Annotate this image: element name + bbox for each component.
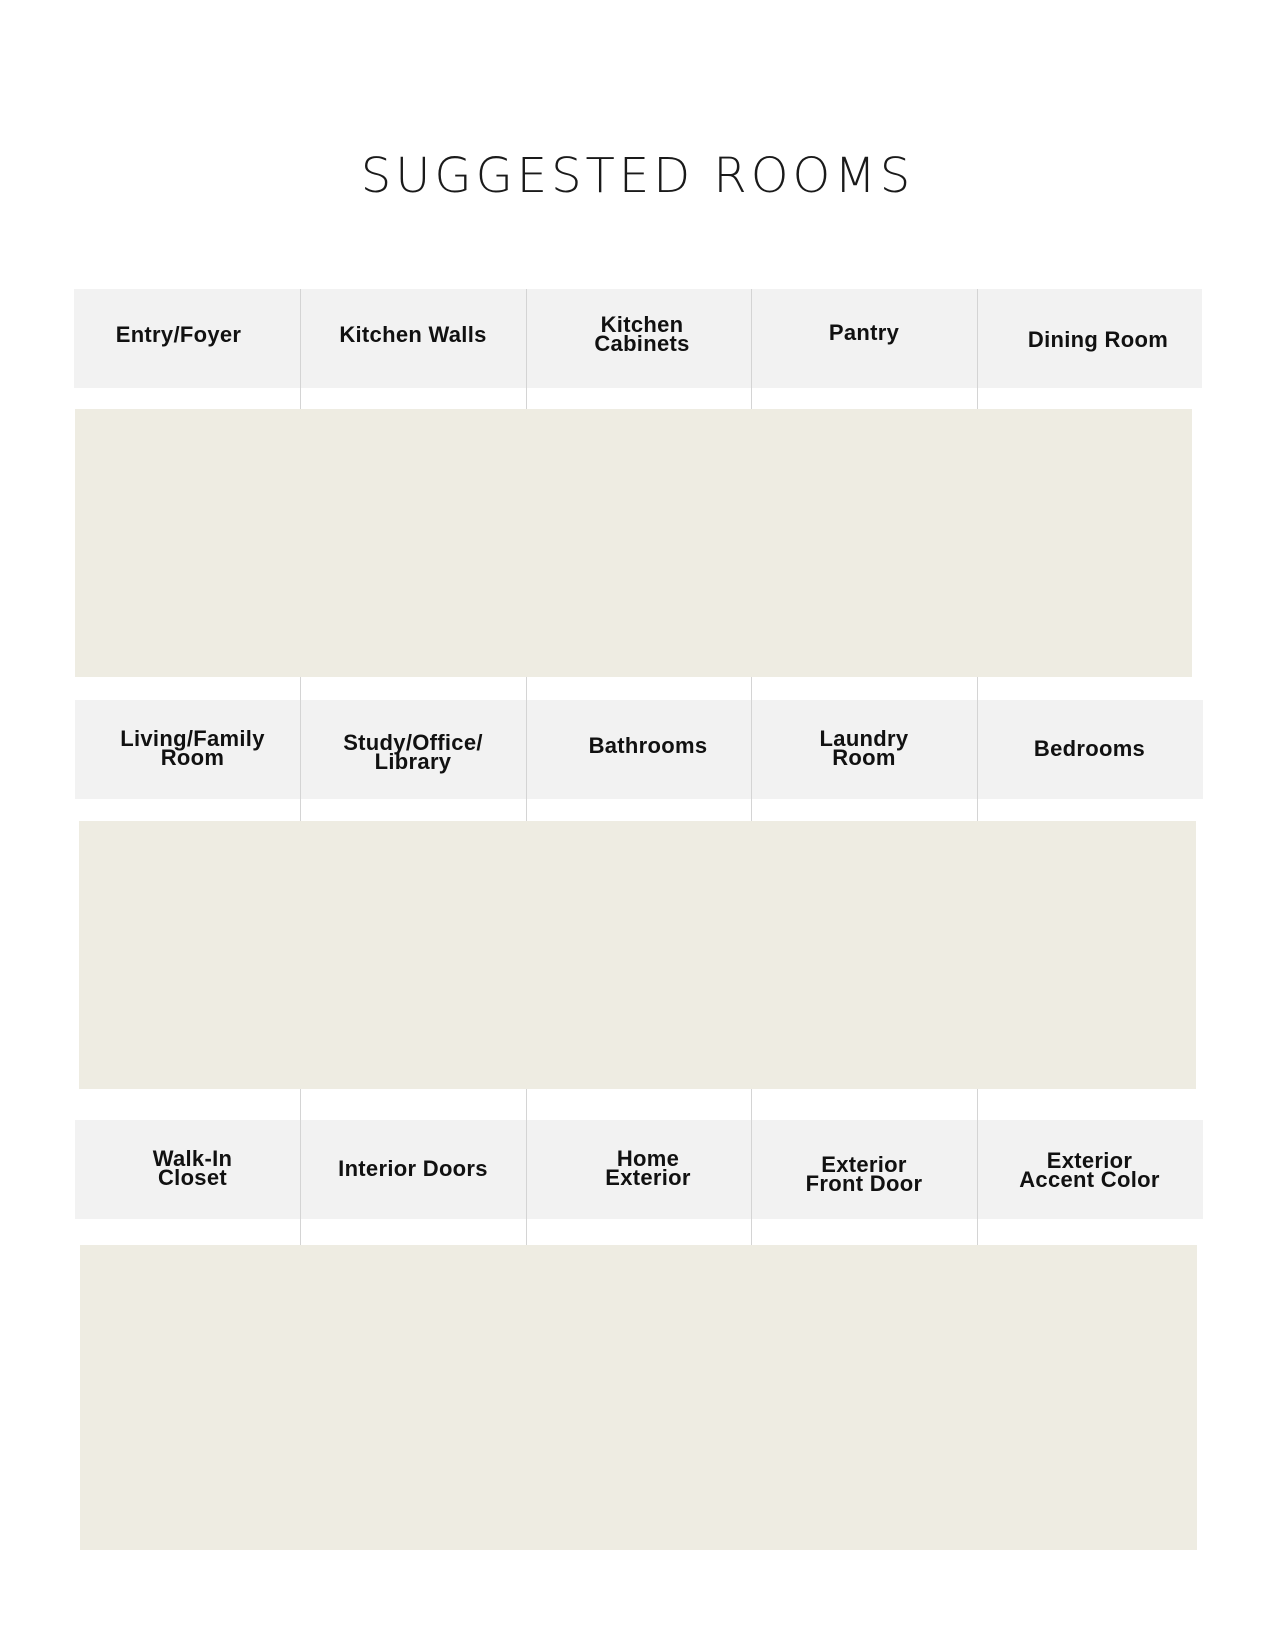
room-header-laundry-room: [751, 700, 977, 796]
room-header-bathrooms: [526, 700, 770, 790]
room-label: Interior Doors: [338, 1155, 488, 1181]
page-title: SUGGESTED ROOMS: [360, 148, 915, 204]
room-label: Study/Office/ Library: [343, 730, 483, 774]
room-header-pantry: [751, 289, 977, 375]
room-header-exterior-front-door: [751, 1120, 977, 1228]
room-label: Living/Family Room: [120, 726, 265, 770]
room-label: Bedrooms: [1033, 735, 1146, 761]
room-label: Dining Room: [1027, 326, 1169, 352]
room-label: Exterior Accent Color: [1019, 1148, 1160, 1192]
room-label: Entry/Foyer: [115, 321, 242, 347]
room-header-study-office-library: [300, 700, 526, 804]
room-header-exterior-accent-color: [977, 1120, 1202, 1220]
room-label: Pantry: [828, 319, 900, 345]
room-header-entry-foyer: [74, 289, 283, 379]
room-header-living-family-room: [75, 700, 310, 796]
room-label: Kitchen Walls: [339, 321, 487, 347]
room-header-kitchen-walls: [300, 289, 526, 379]
room-header-home-exterior: [526, 1120, 770, 1216]
room-label: Home Exterior: [605, 1146, 691, 1190]
room-header-kitchen-cabinets: [526, 289, 758, 379]
color-swatch-panel-row-3: [80, 1245, 1197, 1550]
room-header-interior-doors: [300, 1120, 526, 1216]
room-header-bedrooms: [977, 700, 1202, 796]
room-label: Laundry Room: [819, 726, 909, 770]
color-swatch-panel-row-2: [79, 821, 1196, 1089]
room-header-walk-in-closet: [75, 1120, 310, 1216]
color-swatch-panel-row-1: [75, 409, 1192, 677]
room-label: Walk-In Closet: [152, 1146, 233, 1190]
room-label: Kitchen Cabinets: [594, 312, 690, 356]
room-label: Bathrooms: [588, 732, 708, 758]
room-label: Exterior Front Door: [805, 1152, 923, 1196]
room-header-dining-room: [977, 289, 1219, 389]
